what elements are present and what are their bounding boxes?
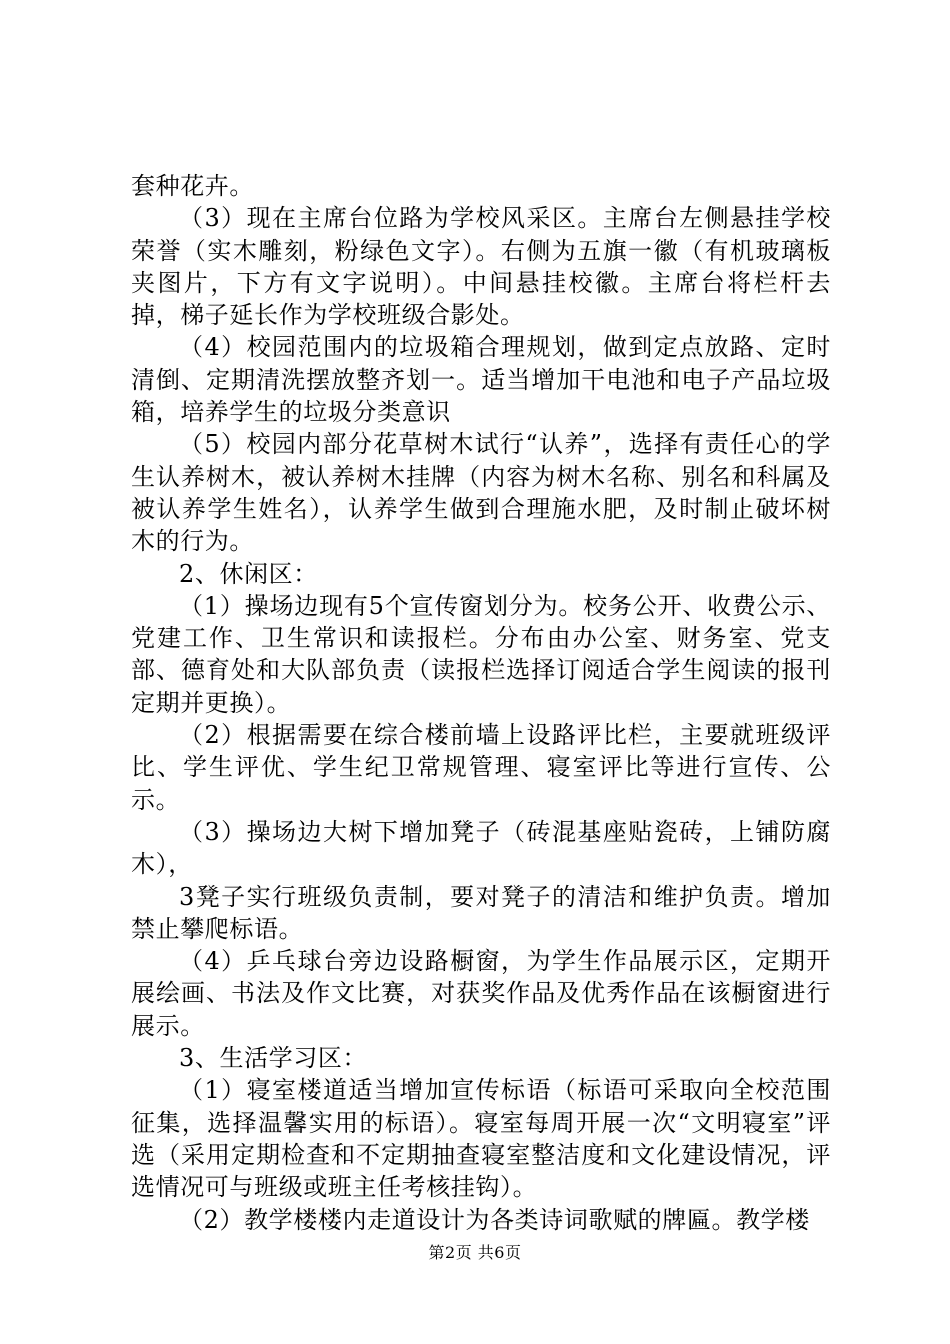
- paragraph-living-1: （1）寝室楼道适当增加宣传标语（标语可采取向全校范围征集，选择温馨实用的标语）。寝室每周开展一次“文明寝室”评选（采用定期检查和不定期抽查寝室整洁度和文化建设情况，评选情况可与班级或班主任考核挂钩）。: [131, 1076, 831, 1202]
- paragraph-item-5: （5）校园内部分花草树木试行“认养”，选择有责任心的学生认养树木，被认养树木挂牌（内容为树木名称、别名和科属及被认养学生姓名），认养学生做到合理施水肥，及时制止破坏树木的行为。: [131, 430, 831, 556]
- paragraph-leisure-2: （2）根据需要在综合楼前墙上设路评比栏，主要就班级评比、学生评优、学生纪卫常规管理、寝室评比等进行宣传、公示。: [131, 721, 831, 814]
- paragraph-continuation: 套种花卉。: [131, 172, 254, 200]
- document-body: [131, 170, 831, 1236]
- paragraph-leisure-3: （3）操场边大树下增加凳子（砖混基座贴瓷砖，上铺防腐木），: [131, 817, 831, 879]
- paragraph-leisure-4: （4）乒乓球台旁边设路橱窗，为学生作品展示区，定期开展绘画、书法及作文比赛，对获奖作品及优秀作品在该橱窗进行展示。: [131, 947, 831, 1040]
- paragraph-item-4: （4）校园范围内的垃圾箱合理规划，做到定点放路、定时清倒、定期清洗摆放整齐划一。适当增加干电池和电子产品垃圾箱，培养学生的垃圾分类意识: [131, 333, 831, 427]
- paragraph-leisure-3-cont: 3凳子实行班级负责制，要对凳子的清洁和维护负责。增加禁止攀爬标语。: [131, 882, 831, 943]
- paragraph-leisure-1: （1）操场边现有5个宣传窗划分为。校务公开、收费公示、党建工作、卫生常识和读报栏。分布由办公室、财务室、党支部、德育处和大队部负责（读报栏选择订阅适合学生阅读的报刊定期并更换）。: [131, 591, 831, 717]
- paragraph-item-3: （3）现在主席台位路为学校风采区。主席台左侧悬挂学校荣誉（实木雕刻，粉绿色文字）。右侧为五旗一徽（有机玻璃板夹图片，下方有文字说明）。中间悬挂校徽。主席台将栏杆去掉，梯子延长作为学校班级合影处。: [131, 204, 831, 330]
- page-footer: 第2页 共6页: [428, 1243, 522, 1262]
- section-heading-leisure: 2、休闲区：: [179, 559, 318, 588]
- paragraph-living-2: （2）教学楼楼内走道设计为各类诗词歌赋的牌匾。教学楼: [179, 1205, 810, 1234]
- section-heading-living-study: 3、生活学习区：: [179, 1044, 368, 1073]
